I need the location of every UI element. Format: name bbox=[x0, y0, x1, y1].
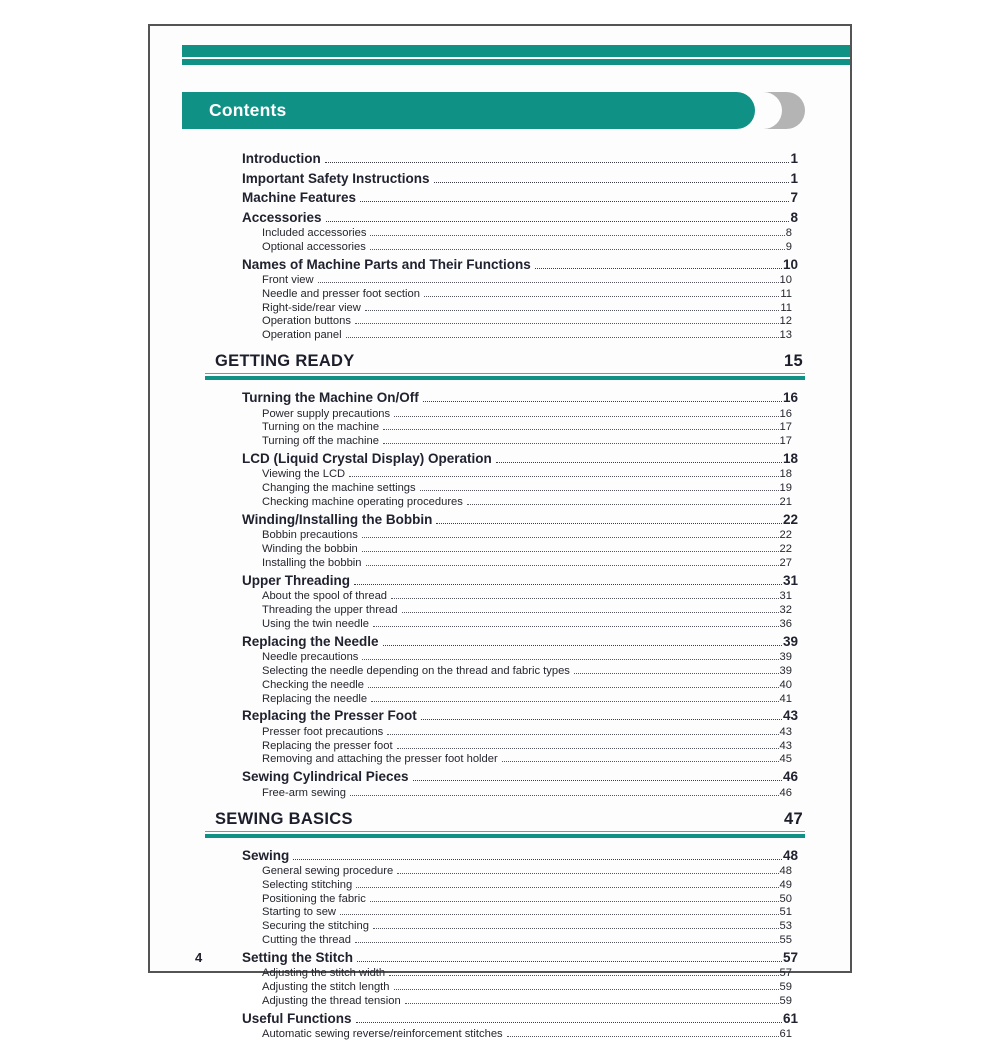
toc-sub-row bbox=[205, 496, 805, 510]
toc-leader-dots bbox=[346, 337, 779, 338]
toc-page-number: 8 bbox=[785, 227, 792, 239]
toc-entry-label: Threading the upper thread bbox=[262, 604, 398, 617]
toc-page-number: 22 bbox=[779, 529, 792, 542]
toc-page-number: 40 bbox=[779, 678, 792, 691]
toc-section-page-number: 47 bbox=[784, 809, 803, 828]
toc-sub-row bbox=[205, 679, 805, 693]
toc-entry-label: Replacing the Presser Foot bbox=[242, 708, 417, 724]
toc-entry-label: Needle precautions bbox=[262, 651, 359, 664]
toc-leader-dots bbox=[318, 282, 779, 283]
toc-sub-row bbox=[205, 482, 805, 496]
toc-page-number: 7 bbox=[790, 190, 798, 205]
toc-leader-dots bbox=[340, 914, 779, 915]
toc-page-number: 46 bbox=[779, 786, 792, 799]
toc-leader-dots bbox=[507, 1036, 779, 1037]
header-accent-bar-thin bbox=[182, 59, 850, 65]
toc-sub-row bbox=[205, 651, 805, 665]
toc-sub-row bbox=[205, 1028, 805, 1042]
toc-entry-label: Right-side/rear view bbox=[262, 301, 361, 314]
toc-sub-row bbox=[205, 967, 805, 981]
toc-leader-dots bbox=[357, 961, 782, 962]
toc-page-number: 22 bbox=[782, 511, 798, 527]
toc-page-number: 1 bbox=[790, 170, 798, 186]
toc-page-number: 10 bbox=[779, 274, 792, 287]
toc-chapter-row bbox=[205, 632, 805, 652]
toc-section-row bbox=[205, 808, 805, 832]
toc-leader-dots bbox=[373, 928, 779, 929]
toc-sub-row bbox=[205, 421, 805, 435]
toc-entry-label: Selecting the needle depending on the thread and fabric types bbox=[262, 664, 570, 677]
toc-page-number: 39 bbox=[779, 664, 792, 677]
toc-entry-label: Adjusting the thread tension bbox=[262, 994, 401, 1007]
toc-page-number: 39 bbox=[779, 651, 792, 664]
toc-leader-dots bbox=[436, 523, 782, 524]
toc-entry-label: Power supply precautions bbox=[262, 407, 391, 420]
toc-sub-row bbox=[205, 726, 805, 740]
toc-entry-label: Selecting stitching bbox=[262, 878, 353, 891]
toc-leader-dots bbox=[354, 584, 782, 585]
toc-leader-dots bbox=[434, 182, 790, 183]
toc-chapter-row bbox=[205, 169, 805, 189]
toc-chapter-row bbox=[205, 1009, 805, 1029]
toc-entry-label: Sewing Cylindrical Pieces bbox=[242, 769, 409, 785]
toc-sub-row bbox=[205, 557, 805, 571]
toc-leader-dots bbox=[356, 887, 778, 888]
toc-leader-dots bbox=[413, 780, 782, 781]
toc-chapter-row bbox=[205, 846, 805, 866]
toc-page-number: 11 bbox=[780, 301, 792, 314]
toc-entry-label: About the spool of thread bbox=[262, 590, 388, 603]
toc-entry-label: Setting the Stitch bbox=[242, 949, 353, 965]
toc-page-number: 39 bbox=[782, 633, 798, 649]
toc-leader-dots bbox=[355, 942, 779, 943]
toc-entry-label: Changing the machine settings bbox=[262, 482, 416, 495]
toc-page-number: 41 bbox=[779, 692, 792, 705]
toc-page-number: 61 bbox=[779, 1028, 792, 1041]
toc-leader-dots bbox=[350, 795, 779, 796]
toc-leader-dots bbox=[423, 401, 782, 402]
toc-leader-dots bbox=[355, 323, 779, 324]
toc-page-number: 31 bbox=[782, 572, 798, 588]
toc-entry-label: Optional accessories bbox=[262, 240, 366, 253]
toc-leader-dots bbox=[360, 201, 789, 202]
toc-leader-dots bbox=[502, 761, 779, 762]
toc-entry-label: Operation panel bbox=[262, 329, 342, 342]
toc-page-number: 59 bbox=[779, 994, 792, 1007]
toc-page-number: 51 bbox=[779, 906, 792, 919]
toc-page-number: 22 bbox=[779, 543, 792, 556]
toc-page-number: 21 bbox=[779, 496, 792, 509]
toc-leader-dots bbox=[366, 565, 779, 566]
toc-leader-dots bbox=[394, 416, 778, 417]
toc-leader-dots bbox=[397, 748, 779, 749]
toc-entry-label: Machine Features bbox=[242, 190, 357, 205]
toc-sub-row bbox=[205, 543, 805, 557]
section-underline-rule bbox=[205, 376, 805, 380]
toc-section-label: SEWING BASICS bbox=[215, 809, 353, 828]
toc-leader-dots bbox=[383, 429, 778, 430]
toc-entry-label: Installing the bobbin bbox=[262, 556, 362, 569]
toc-entry-label: Operation buttons bbox=[262, 315, 351, 328]
toc-page-number: 31 bbox=[779, 590, 792, 603]
header-accent-bar bbox=[182, 45, 850, 65]
toc-chapter-row bbox=[205, 571, 805, 591]
toc-leader-dots bbox=[397, 873, 778, 874]
toc-leader-dots bbox=[394, 989, 779, 990]
toc-leader-dots bbox=[389, 975, 778, 976]
footer-page-number: 4 bbox=[195, 950, 203, 965]
toc-page-number: 57 bbox=[782, 949, 798, 965]
toc-entry-label: Removing and attaching the presser foot holder bbox=[262, 753, 498, 766]
toc-entry-label: Accessories bbox=[242, 209, 322, 225]
toc-leader-dots bbox=[370, 249, 785, 250]
toc-entry-label: Turning the Machine On/Off bbox=[242, 390, 419, 406]
toc-entry-label: Replacing the Needle bbox=[242, 633, 379, 649]
toc-sub-row bbox=[205, 329, 805, 343]
table-of-contents bbox=[205, 149, 805, 1042]
toc-sub-row bbox=[205, 787, 805, 801]
toc-sub-row bbox=[205, 693, 805, 707]
toc-entry-label: Upper Threading bbox=[242, 572, 351, 588]
toc-leader-dots bbox=[373, 626, 779, 627]
toc-page-number: 50 bbox=[779, 892, 792, 905]
toc-sub-row bbox=[205, 288, 805, 302]
toc-entry-label: Adjusting the stitch length bbox=[262, 981, 390, 994]
toc-sub-row bbox=[205, 227, 805, 241]
toc-entry-label: Important Safety Instructions bbox=[242, 170, 430, 186]
toc-sub-row bbox=[205, 274, 805, 288]
toc-entry-label: Adjusting the stitch width bbox=[262, 967, 386, 980]
toc-section-page-number: 15 bbox=[784, 352, 803, 371]
toc-page-number: 43 bbox=[782, 708, 798, 724]
section-underline-rule bbox=[205, 834, 805, 838]
toc-entry-label: Replacing the presser foot bbox=[262, 739, 393, 752]
toc-entry-label: Positioning the fabric bbox=[262, 892, 366, 905]
toc-entry-label: Introduction bbox=[242, 151, 321, 166]
toc-leader-dots bbox=[362, 659, 778, 660]
toc-sub-row bbox=[205, 604, 805, 618]
toc-leader-dots bbox=[349, 476, 778, 477]
toc-entry-label: Winding/Installing the Bobbin bbox=[242, 511, 433, 527]
toc-sub-row bbox=[205, 529, 805, 543]
toc-page-number: 45 bbox=[779, 753, 792, 766]
toc-entry-label: Bobbin precautions bbox=[262, 529, 358, 542]
toc-page-number: 48 bbox=[782, 847, 798, 863]
contents-banner-main bbox=[182, 92, 755, 129]
toc-section-row bbox=[205, 350, 805, 374]
toc-leader-dots bbox=[383, 443, 779, 444]
toc-sub-row bbox=[205, 753, 805, 767]
toc-page-number: 43 bbox=[779, 725, 792, 738]
toc-page-number: 10 bbox=[782, 256, 798, 272]
toc-entry-label: Cutting the thread bbox=[262, 934, 351, 946]
toc-page-number: 17 bbox=[779, 421, 792, 434]
toc-sub-row bbox=[205, 315, 805, 329]
toc-page-number: 49 bbox=[779, 878, 792, 891]
toc-section-label: GETTING READY bbox=[215, 352, 355, 371]
toc-sub-row bbox=[205, 468, 805, 482]
toc-entry-label: Using the twin needle bbox=[262, 617, 369, 630]
toc-chapter-row bbox=[205, 948, 805, 968]
toc-page-number: 59 bbox=[779, 981, 792, 994]
toc-page-number: 53 bbox=[779, 920, 792, 933]
header-accent-bar-thick bbox=[182, 45, 850, 57]
toc-leader-dots bbox=[574, 673, 779, 674]
toc-sub-row bbox=[205, 665, 805, 679]
toc-leader-dots bbox=[362, 551, 779, 552]
toc-page-number: 43 bbox=[779, 739, 792, 752]
toc-sub-row bbox=[205, 920, 805, 934]
toc-leader-dots bbox=[405, 1003, 779, 1004]
toc-sub-row bbox=[205, 981, 805, 995]
toc-entry-label: Free-arm sewing bbox=[262, 786, 346, 799]
toc-page-number: 1 bbox=[790, 151, 798, 166]
toc-page-number: 13 bbox=[779, 329, 792, 342]
toc-sub-row bbox=[205, 893, 805, 907]
toc-leader-dots bbox=[496, 462, 782, 463]
toc-leader-dots bbox=[325, 162, 790, 163]
toc-page-number: 57 bbox=[779, 967, 792, 980]
toc-leader-dots bbox=[391, 598, 779, 599]
toc-leader-dots bbox=[535, 268, 782, 269]
toc-leader-dots bbox=[370, 235, 784, 236]
toc-page-number: 48 bbox=[779, 865, 792, 878]
toc-entry-label: LCD (Liquid Crystal Display) Operation bbox=[242, 450, 492, 466]
toc-leader-dots bbox=[387, 734, 778, 735]
toc-leader-dots bbox=[467, 504, 779, 505]
page-title: Contents bbox=[209, 100, 287, 120]
toc-entry-label: Turning off the machine bbox=[262, 435, 379, 448]
toc-sub-row bbox=[205, 302, 805, 316]
toc-chapter-row bbox=[205, 208, 805, 228]
toc-entry-label: General sewing procedure bbox=[262, 865, 394, 878]
toc-page-number: 27 bbox=[779, 556, 792, 569]
toc-sub-row bbox=[205, 590, 805, 604]
toc-chapter-row bbox=[205, 510, 805, 530]
toc-page-number: 19 bbox=[779, 482, 792, 495]
toc-entry-label: Turning on the machine bbox=[262, 421, 380, 434]
toc-sub-row bbox=[205, 995, 805, 1009]
toc-entry-label: Automatic sewing reverse/reinforcement stitches bbox=[262, 1028, 503, 1041]
toc-leader-dots bbox=[293, 859, 782, 860]
toc-sub-row bbox=[205, 740, 805, 754]
toc-entry-label: Winding the bobbin bbox=[262, 543, 358, 556]
toc-chapter-row bbox=[205, 449, 805, 469]
toc-page-number: 16 bbox=[779, 407, 792, 420]
toc-page-number: 46 bbox=[782, 769, 798, 785]
toc-leader-dots bbox=[371, 701, 778, 702]
toc-sub-row bbox=[205, 865, 805, 879]
toc-chapter-row bbox=[205, 149, 805, 169]
toc-sub-row bbox=[205, 934, 805, 948]
toc-page-number: 12 bbox=[779, 315, 792, 328]
toc-leader-dots bbox=[365, 310, 780, 311]
toc-page-number: 11 bbox=[780, 287, 792, 300]
toc-leader-dots bbox=[368, 687, 779, 688]
toc-sub-row bbox=[205, 879, 805, 893]
toc-entry-label: Presser foot precautions bbox=[262, 725, 384, 738]
toc-leader-dots bbox=[402, 612, 779, 613]
toc-entry-label: Front view bbox=[262, 274, 314, 287]
toc-entry-label: Names of Machine Parts and Their Functions bbox=[242, 256, 531, 272]
toc-leader-dots bbox=[383, 645, 782, 646]
toc-sub-row bbox=[205, 408, 805, 422]
toc-page-number: 55 bbox=[779, 934, 792, 946]
toc-sub-row bbox=[205, 241, 805, 255]
toc-leader-dots bbox=[421, 719, 782, 720]
toc-entry-label: Checking machine operating procedures bbox=[262, 496, 463, 509]
toc-page-number: 17 bbox=[779, 435, 792, 448]
toc-entry-label: Checking the needle bbox=[262, 678, 365, 691]
toc-leader-dots bbox=[424, 296, 779, 297]
toc-page-number: 8 bbox=[790, 209, 798, 225]
toc-section-header bbox=[205, 808, 805, 838]
toc-entry-label: Securing the stitching bbox=[262, 920, 369, 933]
toc-page-number: 61 bbox=[782, 1010, 798, 1026]
toc-entry-label: Starting to sew bbox=[262, 906, 336, 919]
toc-page-number: 36 bbox=[779, 617, 792, 630]
toc-section-header bbox=[205, 350, 805, 380]
toc-leader-dots bbox=[370, 901, 779, 902]
toc-chapter-row bbox=[205, 255, 805, 275]
toc-entry-label: Sewing bbox=[242, 847, 290, 863]
toc-leader-dots bbox=[326, 221, 790, 222]
toc-sub-row bbox=[205, 618, 805, 632]
toc-leader-dots bbox=[420, 490, 779, 491]
toc-leader-dots bbox=[362, 537, 779, 538]
toc-chapter-row bbox=[205, 188, 805, 208]
toc-chapter-row bbox=[205, 388, 805, 408]
toc-sub-row bbox=[205, 906, 805, 920]
toc-page-number: 16 bbox=[782, 390, 798, 406]
toc-chapter-row bbox=[205, 767, 805, 787]
toc-page-number: 9 bbox=[785, 240, 792, 253]
toc-page-number: 18 bbox=[779, 468, 792, 481]
toc-page-number: 18 bbox=[782, 450, 798, 466]
toc-entry-label: Useful Functions bbox=[242, 1010, 352, 1026]
toc-entry-label: Included accessories bbox=[262, 227, 367, 239]
toc-sub-row bbox=[205, 435, 805, 449]
contents-banner bbox=[182, 92, 805, 129]
toc-page-number: 32 bbox=[779, 604, 792, 617]
toc-entry-label: Viewing the LCD bbox=[262, 468, 346, 481]
toc-entry-label: Replacing the needle bbox=[262, 692, 368, 705]
toc-entry-label: Needle and presser foot section bbox=[262, 287, 420, 300]
toc-leader-dots bbox=[356, 1022, 782, 1023]
manual-page bbox=[148, 24, 852, 1041]
toc-chapter-row bbox=[205, 706, 805, 726]
